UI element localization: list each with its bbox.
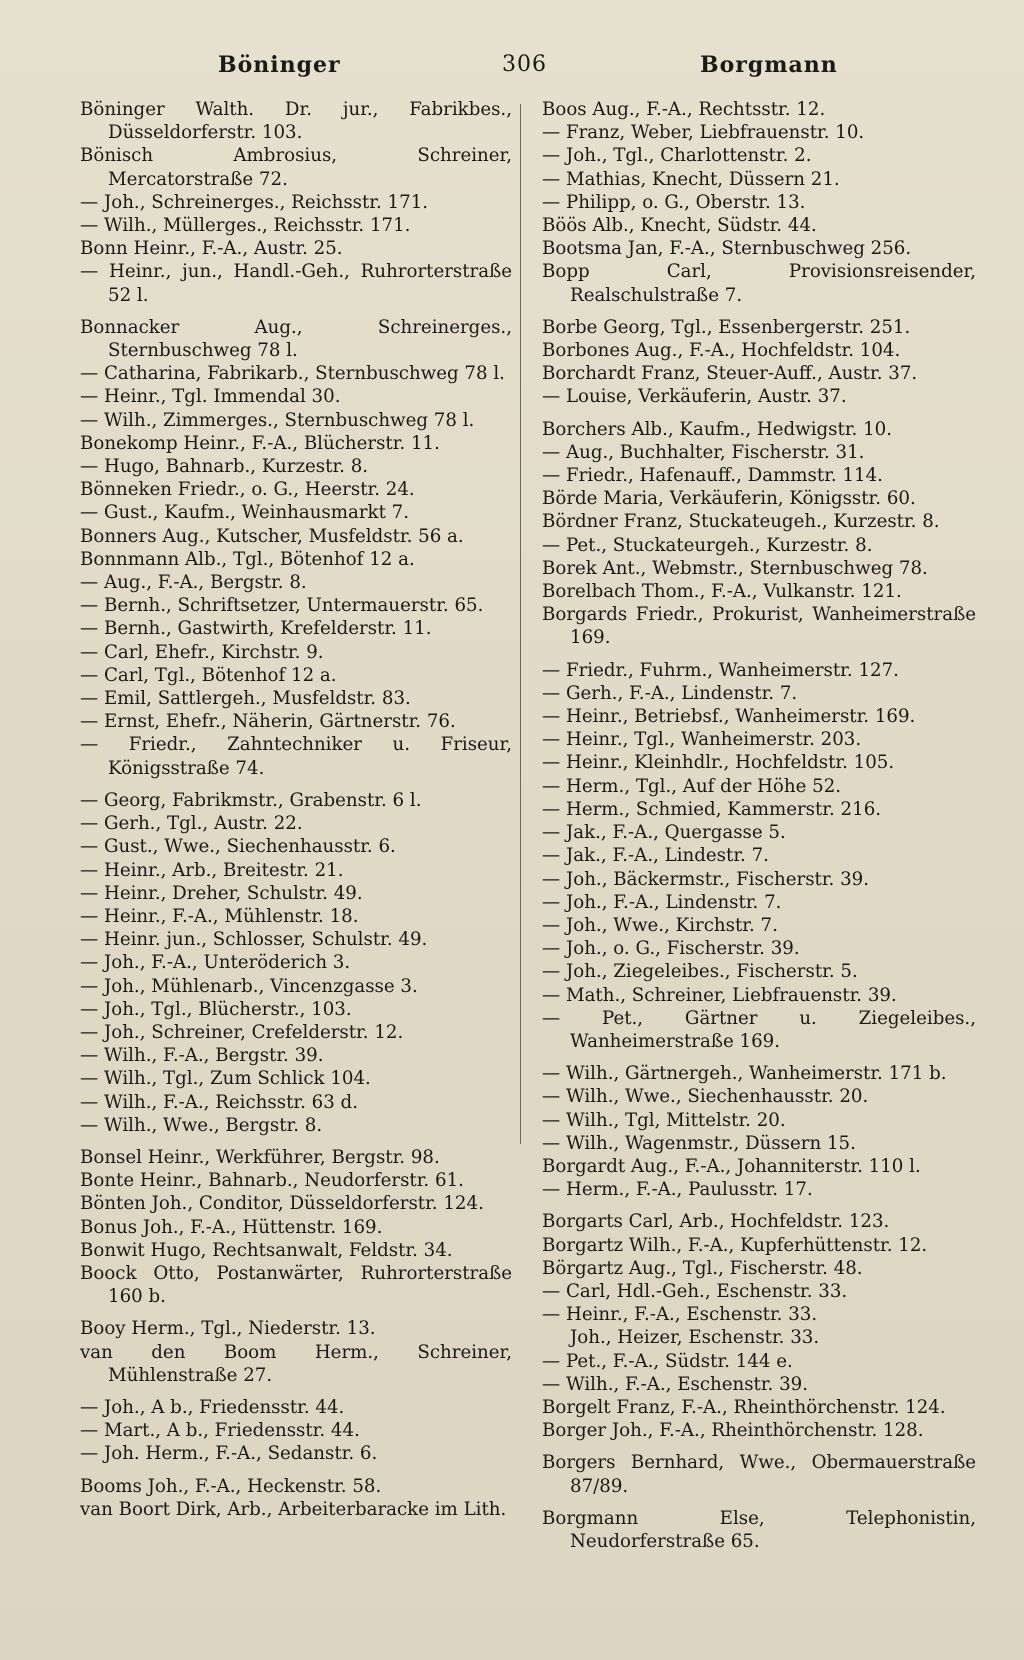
- directory-entry: — Wilh., Wwe., Bergstr. 8.: [80, 1114, 323, 1136]
- directory-entry: — Emil, Sattlergeh., Musfeldstr. 83.: [80, 688, 411, 710]
- directory-entry: — Pet., Stuckateurgeh., Kurzestr. 8.: [542, 534, 873, 556]
- directory-entry: Bördner Franz, Stuckateugeh., Kurzestr. 8.: [542, 511, 940, 533]
- directory-entry: — Joh., F.-A., Lindenstr. 7.: [542, 891, 782, 913]
- directory-entry: Borgmann Else, Telephonistin, Neudorferstraße 65.: [542, 1507, 976, 1552]
- directory-entry: — Jak., F.-A., Lindestr. 7.: [542, 845, 769, 867]
- directory-entry: — Wilh., Gärtnergeh., Wanheimerstr. 171 b.: [542, 1063, 947, 1085]
- directory-entry: Joh., Heizer, Eschenstr. 33.: [570, 1327, 820, 1349]
- directory-entry: — Philipp, o. G., Oberstr. 13.: [542, 191, 806, 213]
- directory-entry: — Wilh., Tgl., Zum Schlick 104.: [80, 1068, 371, 1090]
- header-left-keyword: Böninger: [218, 52, 341, 78]
- directory-entry: Bootsma Jan, F.-A., Sternbuschweg 256.: [542, 238, 912, 260]
- directory-entry: — Aug., F.-A., Bergstr. 8.: [80, 572, 307, 594]
- directory-entry: — Bernh., Schriftsetzer, Untermauerstr. 65.: [80, 595, 484, 617]
- directory-entry: — Heinr. jun., Schlosser, Schulstr. 49.: [80, 929, 428, 951]
- directory-entry: — Pet., Gärtner u. Ziegeleibes., Wanheimerstraße 169.: [542, 1007, 976, 1052]
- directory-entry: Boock Otto, Postanwärter, Ruhrorterstraße 160 b.: [80, 1262, 512, 1308]
- directory-entry: — Franz, Weber, Liebfrauenstr. 10.: [542, 122, 865, 144]
- directory-entry: Bönisch Ambrosius, Schreiner, Mercatorstraße 72.: [80, 145, 512, 190]
- directory-entry: Böninger Walth. Dr. jur., Fabrikbes., Düsseldorferstr. 103.: [80, 99, 512, 144]
- directory-entry: Borgers Bernhard, Wwe., Obermauerstraße 87/89.: [542, 1452, 976, 1497]
- column-divider: [520, 104, 521, 1144]
- directory-entry: Bönten Joh., Conditor, Düsseldorferstr. 124.: [80, 1193, 484, 1215]
- directory-entry: — Wilh., Tgl, Mittelstr. 20.: [542, 1109, 786, 1131]
- directory-entry: — Joh. Herm., F.-A., Sedanstr. 6.: [80, 1443, 378, 1465]
- directory-entry: — Wilh., F.-A., Eschenstr. 39.: [542, 1373, 809, 1395]
- directory-entry: — Heinr., F.-A., Mühlenstr. 18.: [80, 905, 359, 927]
- directory-entry: — Pet., F.-A., Südstr. 144 e.: [542, 1350, 793, 1372]
- directory-entry: — Louise, Verkäuferin, Austr. 37.: [542, 386, 847, 408]
- directory-entry: — Joh., Wwe., Kirchstr. 7.: [542, 914, 778, 936]
- directory-entry: — Joh., Tgl., Charlottenstr. 2.: [542, 145, 812, 167]
- directory-entry: — Georg, Fabrikmstr., Grabenstr. 6 l.: [80, 789, 422, 811]
- directory-entry: — Heinr., F.-A., Eschenstr. 33.: [542, 1304, 818, 1326]
- directory-entry: Borgards Friedr., Prokurist, Wanheimerstraße 169.: [542, 604, 976, 649]
- directory-entry: Bonnmann Alb., Tgl., Bötenhof 12 a.: [80, 548, 415, 570]
- directory-entry: — Wilh., Wwe., Siechenhausstr. 20.: [542, 1086, 869, 1108]
- directory-entry: — Joh., o. G., Fischerstr. 39.: [542, 938, 800, 960]
- directory-entry: — Heinr., Arb., Breitestr. 21.: [80, 859, 344, 881]
- directory-entry: — Heinr., Tgl. Immendal 30.: [80, 386, 341, 408]
- directory-entry: — Joh., Tgl., Blücherstr., 103.: [80, 998, 352, 1020]
- directory-entry: Borbe Georg, Tgl., Essenbergerstr. 251.: [542, 316, 911, 338]
- directory-entry: — Joh., F.-A., Unteröderich 3.: [80, 952, 351, 974]
- directory-entry: — Mart., A b., Friedensstr. 44.: [80, 1420, 360, 1442]
- directory-entry: — Carl, Tgl., Bötenhof 12 a.: [80, 664, 337, 686]
- directory-entry: — Ernst, Ehefr., Näherin, Gärtnerstr. 76.: [80, 711, 456, 733]
- directory-entry: Borgarts Carl, Arb., Hochfeldstr. 123.: [542, 1211, 890, 1233]
- directory-entry: Börgartz Aug., Tgl., Fischerstr. 48.: [542, 1257, 863, 1279]
- directory-entry: — Gust., Wwe., Siechenhausstr. 6.: [80, 836, 396, 858]
- directory-entry: Bonnacker Aug., Schreinerges., Sternbuschweg 78 l.: [80, 316, 512, 362]
- left-column: [80, 98, 512, 1521]
- directory-entry: Boos Aug., F.-A., Rechtsstr. 12.: [542, 99, 826, 120]
- directory-entry: — Joh., Schreinerges., Reichsstr. 171.: [80, 191, 429, 213]
- directory-entry: — Math., Schreiner, Liebfrauenstr. 39.: [542, 984, 897, 1006]
- directory-entry: — Heinr., Kleinhdlr., Hochfeldstr. 105.: [542, 752, 895, 774]
- directory-entry: — Joh., Ziegeleibes., Fischerstr. 5.: [542, 961, 858, 983]
- directory-entry: Bonte Heinr., Bahnarb., Neudorferstr. 61.: [80, 1170, 464, 1192]
- directory-entry: — Heinr., Tgl., Wanheimerstr. 203.: [542, 729, 862, 751]
- directory-entry: Booms Joh., F.-A., Heckenstr. 58.: [80, 1475, 382, 1497]
- directory-entry: Bonners Aug., Kutscher, Musfeldstr. 56 a.: [80, 525, 464, 547]
- directory-entry: Bonwit Hugo, Rechtsanwalt, Feldstr. 34.: [80, 1239, 453, 1261]
- directory-entry: — Friedr., Zahntechniker u. Friseur, Königsstraße 74.: [80, 734, 512, 779]
- directory-entry: Borbones Aug., F.-A., Hochfeldstr. 104.: [542, 340, 901, 362]
- directory-entry: — Friedr., Hafenauff., Dammstr. 114.: [542, 465, 883, 487]
- directory-entry: — Jak., F.-A., Quergasse 5.: [542, 822, 786, 844]
- directory-entry: — Carl, Hdl.-Geh., Eschenstr. 33.: [542, 1280, 848, 1302]
- directory-entry: Borgartz Wilh., F.-A., Kupferhüttenstr. 12.: [542, 1234, 928, 1256]
- directory-entry: — Herm., Schmied, Kammerstr. 216.: [542, 798, 882, 820]
- directory-entry: — Carl, Ehefr., Kirchstr. 9.: [80, 641, 324, 663]
- directory-entry: — Hugo, Bahnarb., Kurzestr. 8.: [80, 456, 369, 478]
- directory-entry: — Herm., F.-A., Paulusstr. 17.: [542, 1179, 813, 1201]
- directory-entry: — Aug., Buchhalter, Fischerstr. 31.: [542, 441, 865, 463]
- directory-entry: — Heinr., Betriebsf., Wanheimerstr. 169.: [542, 706, 916, 728]
- directory-entry: Borchardt Franz, Steuer-Auff., Austr. 37.: [542, 363, 918, 385]
- directory-entry: — Catharina, Fabrikarb., Sternbuschweg 78 l.: [80, 363, 505, 385]
- directory-entry: — Joh., Bäckermstr., Fischerstr. 39.: [542, 868, 870, 890]
- directory-entry: Bonsel Heinr., Werkführer, Bergstr. 98.: [80, 1146, 440, 1168]
- directory-entry: Börde Maria, Verkäuferin, Königsstr. 60.: [542, 488, 916, 510]
- directory-entry: — Mathias, Knecht, Düssern 21.: [542, 168, 840, 190]
- directory-entry: — Wilh., Müllerges., Reichsstr. 171.: [80, 215, 411, 237]
- directory-entry: — Bernh., Gastwirth, Krefelderstr. 11.: [80, 618, 432, 640]
- header-right-keyword: Borgmann: [700, 52, 838, 78]
- directory-entry: Bonekomp Heinr., F.-A., Blücherstr. 11.: [80, 432, 440, 454]
- directory-entry: Borelbach Thom., F.-A., Vulkanstr. 121.: [542, 581, 902, 603]
- directory-entry: Bopp Carl, Provisionsreisender, Realschulstraße 7.: [542, 261, 976, 306]
- directory-entry: — Gerh., F.-A., Lindenstr. 7.: [542, 682, 798, 704]
- directory-entry: Borek Ant., Webmstr., Sternbuschweg 78.: [542, 557, 928, 579]
- directory-entry: Borchers Alb., Kaufm., Hedwigstr. 10.: [542, 418, 893, 440]
- directory-entry: Borgelt Franz, F.-A., Rheinthörchenstr. 124.: [542, 1396, 946, 1418]
- page-number: 306: [502, 52, 547, 77]
- directory-entry: Booy Herm., Tgl., Niederstr. 13.: [80, 1318, 376, 1340]
- directory-entry: — Wilh., Zimmerges., Sternbuschweg 78 l.: [80, 409, 475, 431]
- directory-entry: — Joh., Mühlenarb., Vincenzgasse 3.: [80, 975, 418, 997]
- directory-entry: Bonn Heinr., F.-A., Austr. 25.: [80, 238, 343, 260]
- directory-entry: — Heinr., jun., Handl.-Geh., Ruhrorterstraße 52 l.: [80, 261, 512, 306]
- directory-entry: — Heinr., Dreher, Schulstr. 49.: [80, 882, 363, 904]
- directory-entry: Bönneken Friedr., o. G., Heerstr. 24.: [80, 479, 415, 501]
- directory-entry: Böös Alb., Knecht, Südstr. 44.: [542, 215, 817, 237]
- directory-entry: — Gerh., Tgl., Austr. 22.: [80, 813, 303, 835]
- directory-entry: van Boort Dirk, Arb., Arbeiterbaracke im Lith.: [80, 1498, 507, 1520]
- directory-entry: — Joh., Schreiner, Crefelderstr. 12.: [80, 1021, 404, 1043]
- directory-entry: — Herm., Tgl., Auf der Höhe 52.: [542, 775, 842, 797]
- directory-entry: Borger Joh., F.-A., Rheinthörchenstr. 128.: [542, 1420, 924, 1442]
- directory-entry: — Gust., Kaufm., Weinhausmarkt 7.: [80, 502, 410, 524]
- directory-entry: van den Boom Herm., Schreiner, Mühlenstraße 27.: [80, 1341, 512, 1386]
- directory-entry: — Wilh., F.-A., Reichsstr. 63 d.: [80, 1091, 358, 1113]
- directory-entry: — Joh., A b., Friedensstr. 44.: [80, 1396, 345, 1418]
- directory-entry: — Wilh., Wagenmstr., Düssern 15.: [542, 1132, 856, 1154]
- directory-entry: Bonus Joh., F.-A., Hüttenstr. 169.: [80, 1216, 383, 1238]
- page-header: [0, 48, 1024, 88]
- directory-entry: Borgardt Aug., F.-A., Johanniterstr. 110 l.: [542, 1155, 921, 1177]
- directory-entry: — Wilh., F.-A., Bergstr. 39.: [80, 1045, 324, 1067]
- right-column: [542, 98, 976, 1553]
- directory-entry: — Friedr., Fuhrm., Wanheimerstr. 127.: [542, 659, 899, 681]
